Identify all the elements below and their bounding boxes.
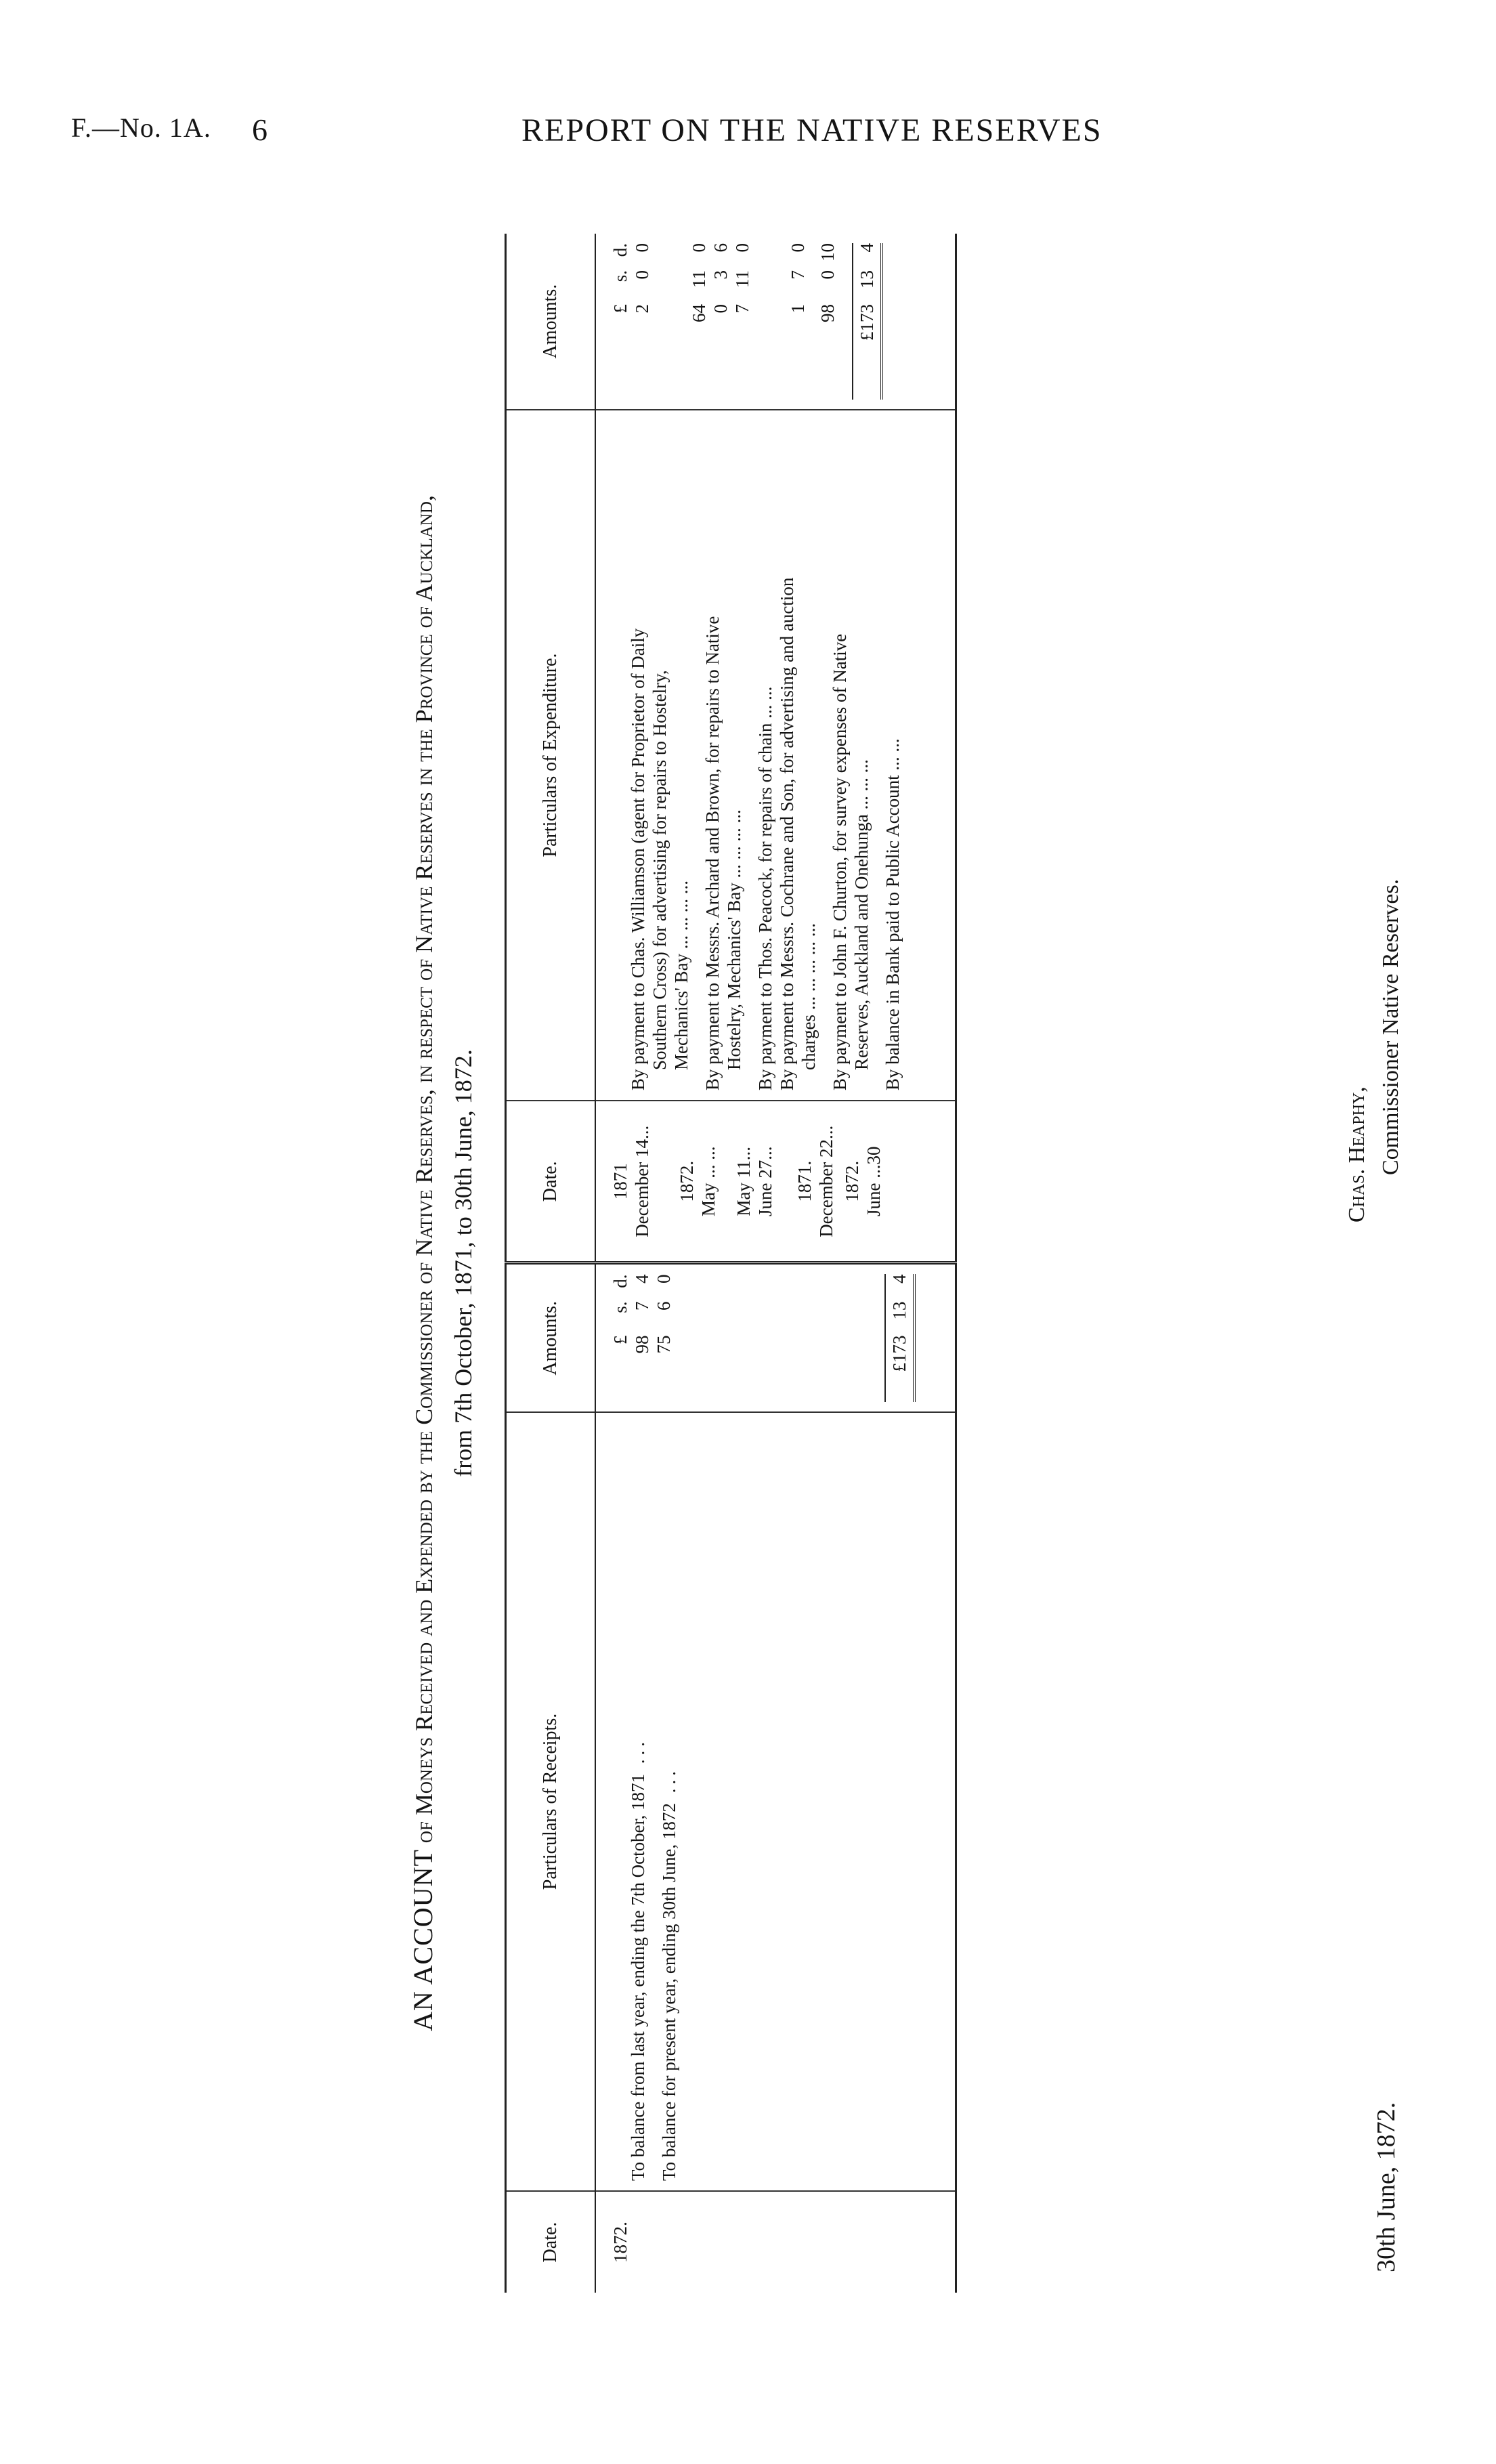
expenditure-particulars-cell	[595, 410, 956, 1101]
entry-date: May ... ...	[698, 1146, 719, 1216]
entry-line: Southern Cross) for advertising for repairs to Hostelry,	[649, 670, 670, 1070]
leader-dots: ...	[628, 1737, 648, 1764]
receipt-amount	[653, 1275, 675, 1403]
expenditure-amount	[787, 243, 809, 400]
entry-year: 1871	[610, 1163, 631, 1200]
shillings-label: s.	[610, 1301, 631, 1313]
pence: 0	[654, 1274, 674, 1283]
col-amounts: Amounts.	[506, 1263, 596, 1412]
shillings: 0	[817, 270, 838, 280]
col-date: Date.	[506, 2191, 596, 2293]
pounds: 75	[654, 1335, 674, 1354]
entry-year: 1872.	[842, 1160, 862, 1202]
account-footer	[1344, 227, 1419, 2299]
receipt-text: To balance for present year, ending 30th June, 1872	[659, 1803, 679, 2181]
pence: 6	[710, 243, 731, 253]
pounds-label: £	[610, 304, 631, 314]
shillings: 11	[732, 270, 752, 288]
col-receipts: Particulars of Receipts.	[506, 1412, 596, 2191]
expenditure-item	[776, 420, 819, 1090]
shillings: 0	[632, 270, 652, 280]
expenditure-amount	[817, 243, 838, 400]
document-reference: F.—No. 1A.	[71, 112, 211, 143]
shillings: 7	[632, 1301, 652, 1311]
pounds: £173	[889, 1335, 910, 1372]
table-header-row	[506, 234, 596, 2293]
shillings: 3	[710, 270, 731, 280]
expenditure-total	[852, 243, 883, 400]
pence-label: d.	[610, 243, 631, 257]
pounds: 7	[732, 304, 752, 314]
shillings: 13	[857, 270, 877, 289]
entry-line: By balance in Bank paid to Public Account ... ...	[882, 738, 903, 1090]
signatory-name: Chas. Heaphy,	[1344, 1086, 1369, 1223]
running-title: REPORT ON THE NATIVE RESERVES	[521, 112, 1103, 148]
entry-line: charges ... ... ... ... ...	[798, 923, 819, 1070]
receipt-amount	[631, 1275, 653, 1403]
shillings-label: s.	[610, 270, 631, 282]
expenditure-date-cell	[595, 1101, 956, 1263]
expenditure-amount	[631, 243, 653, 400]
currency-header	[610, 1275, 631, 1403]
expenditure-item	[627, 420, 692, 1090]
entry-date: May 11...	[733, 1147, 754, 1216]
pence: 4	[889, 1274, 910, 1283]
footer-date: 30th June, 1872.	[1372, 2102, 1401, 2272]
entry-line: By payment to Thos. Peacock, for repairs of chain ... ...	[755, 686, 775, 1090]
entry-line: Hostelry, Mechanics' Bay ... ... ... ...	[724, 809, 744, 1070]
signatory-title: Commissioner Native Reserves.	[1378, 878, 1403, 1175]
shillings: 11	[689, 270, 709, 288]
account-table	[505, 234, 957, 2293]
pounds: 0	[710, 304, 731, 314]
pence: 0	[632, 243, 652, 253]
leader-dots: ...	[659, 1767, 679, 1793]
rotated-account-block	[403, 227, 1419, 2299]
shillings: 13	[889, 1301, 910, 1320]
page-number: 6	[252, 112, 268, 147]
pounds: 64	[689, 304, 709, 322]
pounds: 98	[632, 1335, 652, 1354]
expenditure-item	[882, 420, 903, 1090]
entry-line: Reserves, Auckland and Onehunga ... ... ...	[851, 759, 872, 1070]
entry-date: December 22...	[816, 1125, 836, 1237]
pounds: 1	[788, 304, 808, 314]
expenditure-item	[702, 420, 745, 1090]
entry-year: 1872.	[677, 1160, 697, 1202]
account-caption	[403, 227, 482, 2299]
caption-line2: from 7th October, 1871, to 30th June, 1872.	[450, 1049, 477, 1477]
pence-label: d.	[610, 1274, 631, 1288]
expenditure-item	[829, 420, 872, 1090]
pence: 4	[632, 1274, 652, 1283]
expenditure-item	[754, 420, 776, 1090]
caption-line1: of Moneys Received and Expended by the Commissioner of Native Reserves, in respect of Native Reserves in the Province of Auckland,	[410, 495, 437, 1844]
receipts-particulars-cell	[595, 1412, 956, 2191]
entry-line: By payment to Messrs. Cochrane and Son, for advertising and auction	[777, 577, 797, 1090]
expenditure-amounts-cell	[595, 234, 956, 410]
receipt-item	[627, 1422, 649, 2181]
pence: 0	[788, 243, 808, 253]
entry-line: By payment to John F. Churton, for survey expenses of Native	[830, 633, 850, 1090]
currency-header	[610, 243, 631, 400]
expenditure-amount	[710, 243, 731, 400]
shillings: 7	[788, 270, 808, 280]
receipts-amounts-cell	[595, 1263, 956, 1412]
caption-prefix: AN ACCOUNT	[408, 1849, 438, 2032]
entry-line: By payment to Messrs. Archard and Brown, for repairs to Native	[702, 616, 723, 1090]
table-body-row	[595, 234, 956, 2293]
receipts-total	[884, 1275, 916, 1403]
shillings: 6	[654, 1301, 674, 1311]
pence: 0	[732, 243, 752, 253]
receipts-year: 1872.	[610, 2222, 631, 2263]
page-header	[0, 112, 1496, 152]
pence: 10	[817, 243, 838, 261]
pence: 0	[689, 243, 709, 253]
col-amounts-2: Amounts.	[506, 234, 596, 410]
entry-date: June 27...	[755, 1146, 775, 1216]
col-date-2: Date.	[506, 1101, 596, 1263]
entry-year: 1871.	[794, 1160, 815, 1202]
pounds: £173	[857, 304, 877, 341]
pounds: 2	[632, 304, 652, 314]
pounds: 98	[817, 304, 838, 322]
pence: 4	[857, 243, 877, 253]
expenditure-amount	[731, 243, 753, 400]
entry-date: June ...30	[863, 1146, 884, 1216]
entry-line: Mechanics' Bay ... ... ... ...	[671, 880, 691, 1070]
receipt-item	[658, 1422, 680, 2181]
col-expenditure: Particulars of Expenditure.	[506, 410, 596, 1101]
expenditure-amount	[688, 243, 710, 400]
pounds-label: £	[610, 1335, 631, 1344]
receipts-date-cell	[595, 2191, 956, 2293]
entry-line: By payment to Chas. Williamson (agent for Proprietor of Daily	[628, 628, 648, 1090]
entry-date: December 14...	[632, 1125, 652, 1237]
receipt-text: To balance from last year, ending the 7th October, 1871	[628, 1773, 648, 2181]
